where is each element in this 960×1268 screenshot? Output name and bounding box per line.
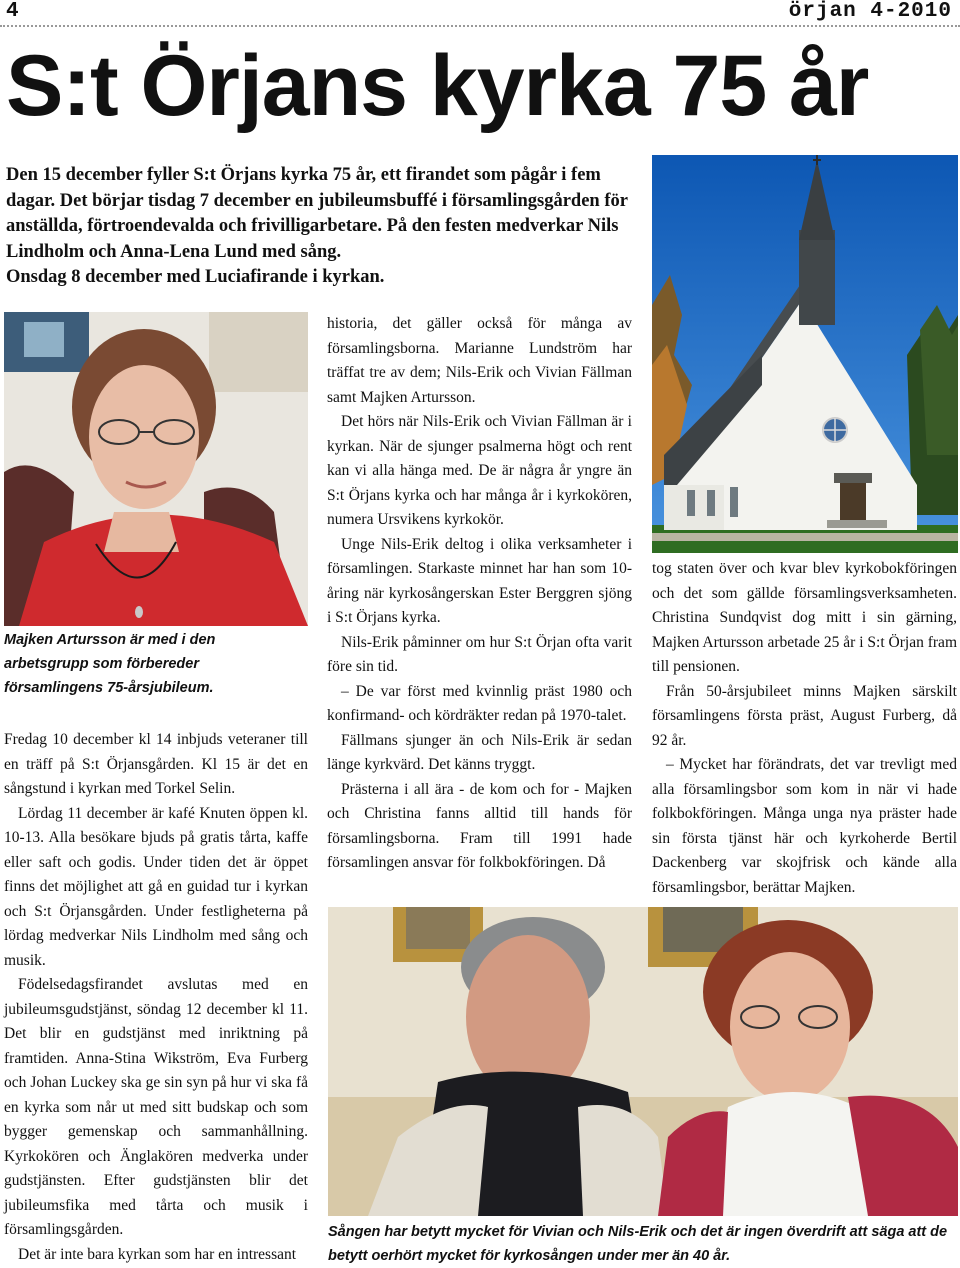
paragraph: Födelsedagsfirandet avslutas med en jubileumsgudstjänst, söndag 12 december kl 11. Det blir en gudstjänst med inriktning på framtiden. Anna-Stina Wikström, Eva Furberg och Johan Luckey ska ge sin syn på hur vi ska få en kyrka som når ut med sitt budskap och som bygger gemenskap och sammanhållning. Kyrkokören och Änglakören medverka under gudstjänsten. Efter gudstjänsten blir det jubileumsfika med tårta och musik i församlingsgården.	[4, 976, 308, 1238]
paragraph: Det är inte bara kyrkan som har en intressant	[18, 1245, 297, 1263]
header-divider	[0, 25, 960, 27]
article-column-1	[4, 728, 308, 1267]
ingress-paragraph: Den 15 december fyller S:t Örjans kyrka 75 år, ett firandet som pågår i fem dagar. Det börjar tisdag 7 december en jubileumsbuffé i församlingsgården för anställda, förtroendevalda och frivilligarbetare. På den festen medverkar Nils Lindholm och Anna-Lena Lund med sång.	[6, 165, 628, 262]
paragraph: Lördag 11 december är kafé Knuten öppen kl. 10-13. Alla besökare bjuds på gratis tårta, kaffe eller saft och godis. Under tiden det är öppet finns det möjlighet att gå en guidad tur i kyrkan och S:t Örjansgården. Under festligheterna på lördag medverkar Nils Lindholm med sång och musik.	[4, 804, 308, 969]
paragraph: Fällmans sjunger än och Nils-Erik är sedan länge kyrkvärd. Det känns tryggt.	[327, 731, 632, 773]
article-column-2	[327, 312, 632, 876]
paragraph: Det hörs när Nils-Erik och Vivian Fällman är i kyrkan. När de sjunger psalmerna högt och rent kan vi alla hänga med. De är några år yngre än S:t Örjans kyrka och har många år i kyrkokören, numera Ursvikens kyrkokör.	[327, 413, 632, 528]
photo-caption-majken: Majken Artursson är med i den arbetsgrupp som förbereder församlingens 75-årsjubileum.	[4, 632, 216, 696]
paragraph: Prästerna i all ära - de kom och for - Majken och Christina fanns alltid till hands för församlingsborna. Fram till 1991 hade församlingen ansvar för folkbokföringen. Då	[327, 780, 632, 871]
issue-label: örjan 4-2010	[788, 0, 952, 23]
paragraph: tog staten över och kvar blev kyrkobokföringen och det som gällde församlingsverksamheten. Christina Sundqvist dog mitt i sin gärning, Majken Artursson arbetade 25 år i S:t Örjan fram till pensionen.	[652, 560, 957, 675]
headline: S:t Örjans kyrka 75 år	[6, 38, 869, 134]
paragraph: Unge Nils-Erik deltog i olika verksamheter i församlingen. Starkaste minnet har han som 10-åring när kyrkosångerskan Ester Berggren sjöng i S:t Örjans kyrka.	[327, 535, 632, 626]
article-column-3	[652, 557, 957, 900]
portrait-photo-majken	[4, 312, 308, 626]
paragraph: – De var först med kvinnlig präst 1980 och konfirmand- och kördräkter redan på 1970-talet.	[327, 682, 632, 724]
paragraph: Från 50-årsjubileet minns Majken särskilt församlingens första präst, August Furberg, då 92 år.	[652, 682, 957, 749]
ingress-paragraph: Onsdag 8 december med Luciafirande i kyrkan.	[6, 267, 385, 287]
paragraph: historia, det gäller också för många av församlingsborna. Marianne Lundström har träffat tre av dem; Nils-Erik och Vivian Fällman samt Majken Artursson.	[327, 315, 632, 406]
paragraph: Nils-Erik påminner om hur S:t Örjan ofta varit före sin tid.	[327, 633, 632, 675]
photo-caption-couple: Sången har betytt mycket för Vivian och Nils-Erik och det är ingen överdrift att säga att de betytt oerhört mycket för kyrkosången under mer än 40 år.	[328, 1224, 948, 1264]
page-number: 4	[6, 0, 19, 23]
paragraph: – Mycket har förändrats, det var trevligt med alla församlingsbor som kom in när vi hade folkbokföringen. Många unga nya präster hade sin första tjänst här och kyrkoherde Bertil Dackenberg var skojfrisk och kände alla församlingsbor, berättar Majken.	[652, 756, 957, 896]
couple-photo	[328, 907, 958, 1216]
ingress	[6, 163, 646, 291]
paragraph: Fredag 10 december kl 14 inbjuds veteraner till en träff på S:t Örjansgården. Kl 15 är det en sångstund i kyrkan med Torkel Selin.	[4, 731, 308, 797]
church-photo	[652, 155, 958, 553]
